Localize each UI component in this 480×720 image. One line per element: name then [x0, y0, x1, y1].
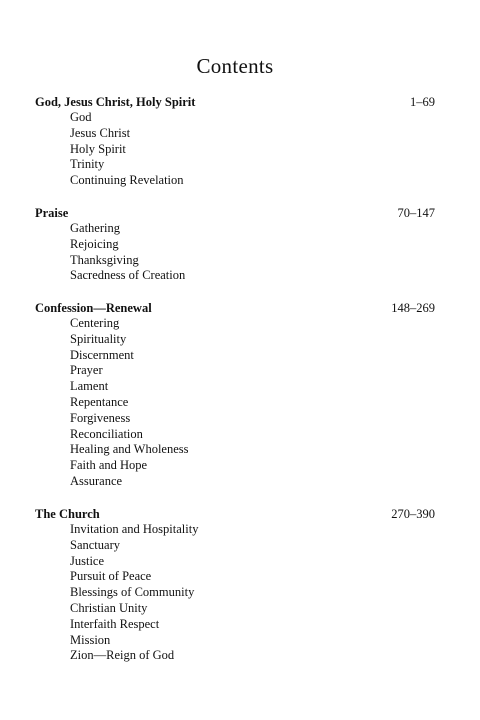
toc-item: Blessings of Community: [70, 585, 195, 600]
toc-item: Centering: [70, 316, 120, 330]
section-item-list: [70, 221, 185, 284]
toc-item: God: [70, 110, 92, 124]
toc-item: Repentance: [70, 394, 129, 409]
section-page-range: 270–390: [391, 507, 435, 521]
section-page-range: 148–269: [391, 301, 435, 315]
section-heading: Praise: [35, 206, 69, 220]
section-heading: The Church: [35, 507, 100, 521]
section-page-range: 70–147: [397, 206, 435, 220]
toc-item: Interfaith Respect: [70, 616, 160, 631]
toc-item: Thanksgiving: [70, 252, 139, 267]
toc-item: Continuing Revelation: [70, 173, 184, 188]
toc-item: Gathering: [70, 221, 120, 235]
section-item-list: [70, 316, 189, 490]
toc-item: Discernment: [70, 347, 134, 362]
toc-item: Justice: [70, 553, 105, 568]
toc-item: Mission: [70, 632, 111, 647]
toc-item: Healing and Wholeness: [70, 442, 189, 457]
toc-item: Pursuit of Peace: [70, 569, 152, 584]
toc-item: Sacredness of Creation: [70, 268, 186, 283]
toc-item: Assurance: [70, 473, 123, 488]
toc-item: Reconciliation: [70, 426, 143, 441]
page-title: Contents: [196, 54, 274, 78]
toc-item: Jesus Christ: [70, 125, 131, 140]
toc-item: Prayer: [70, 363, 103, 378]
toc-item: Zion—Reign of God: [70, 648, 175, 663]
section-heading: Confession—Renewal: [35, 301, 152, 315]
toc-item: Spirituality: [70, 331, 127, 346]
section-page-range: 1–69: [410, 95, 435, 109]
toc-item: Trinity: [70, 157, 105, 172]
section-heading: God, Jesus Christ, Holy Spirit: [35, 95, 196, 109]
section-item-list: [70, 522, 198, 664]
toc-item: Faith and Hope: [70, 458, 148, 473]
toc-item: Forgiveness: [70, 410, 131, 425]
toc-item: Sanctuary: [70, 537, 120, 552]
toc-item: Invitation and Hospitality: [70, 522, 199, 536]
toc-item: Lament: [70, 379, 109, 394]
toc-item: Rejoicing: [70, 236, 119, 251]
section-item-list: [70, 110, 184, 189]
toc-item: Christian Unity: [70, 600, 148, 615]
toc-item: Holy Spirit: [70, 141, 126, 156]
